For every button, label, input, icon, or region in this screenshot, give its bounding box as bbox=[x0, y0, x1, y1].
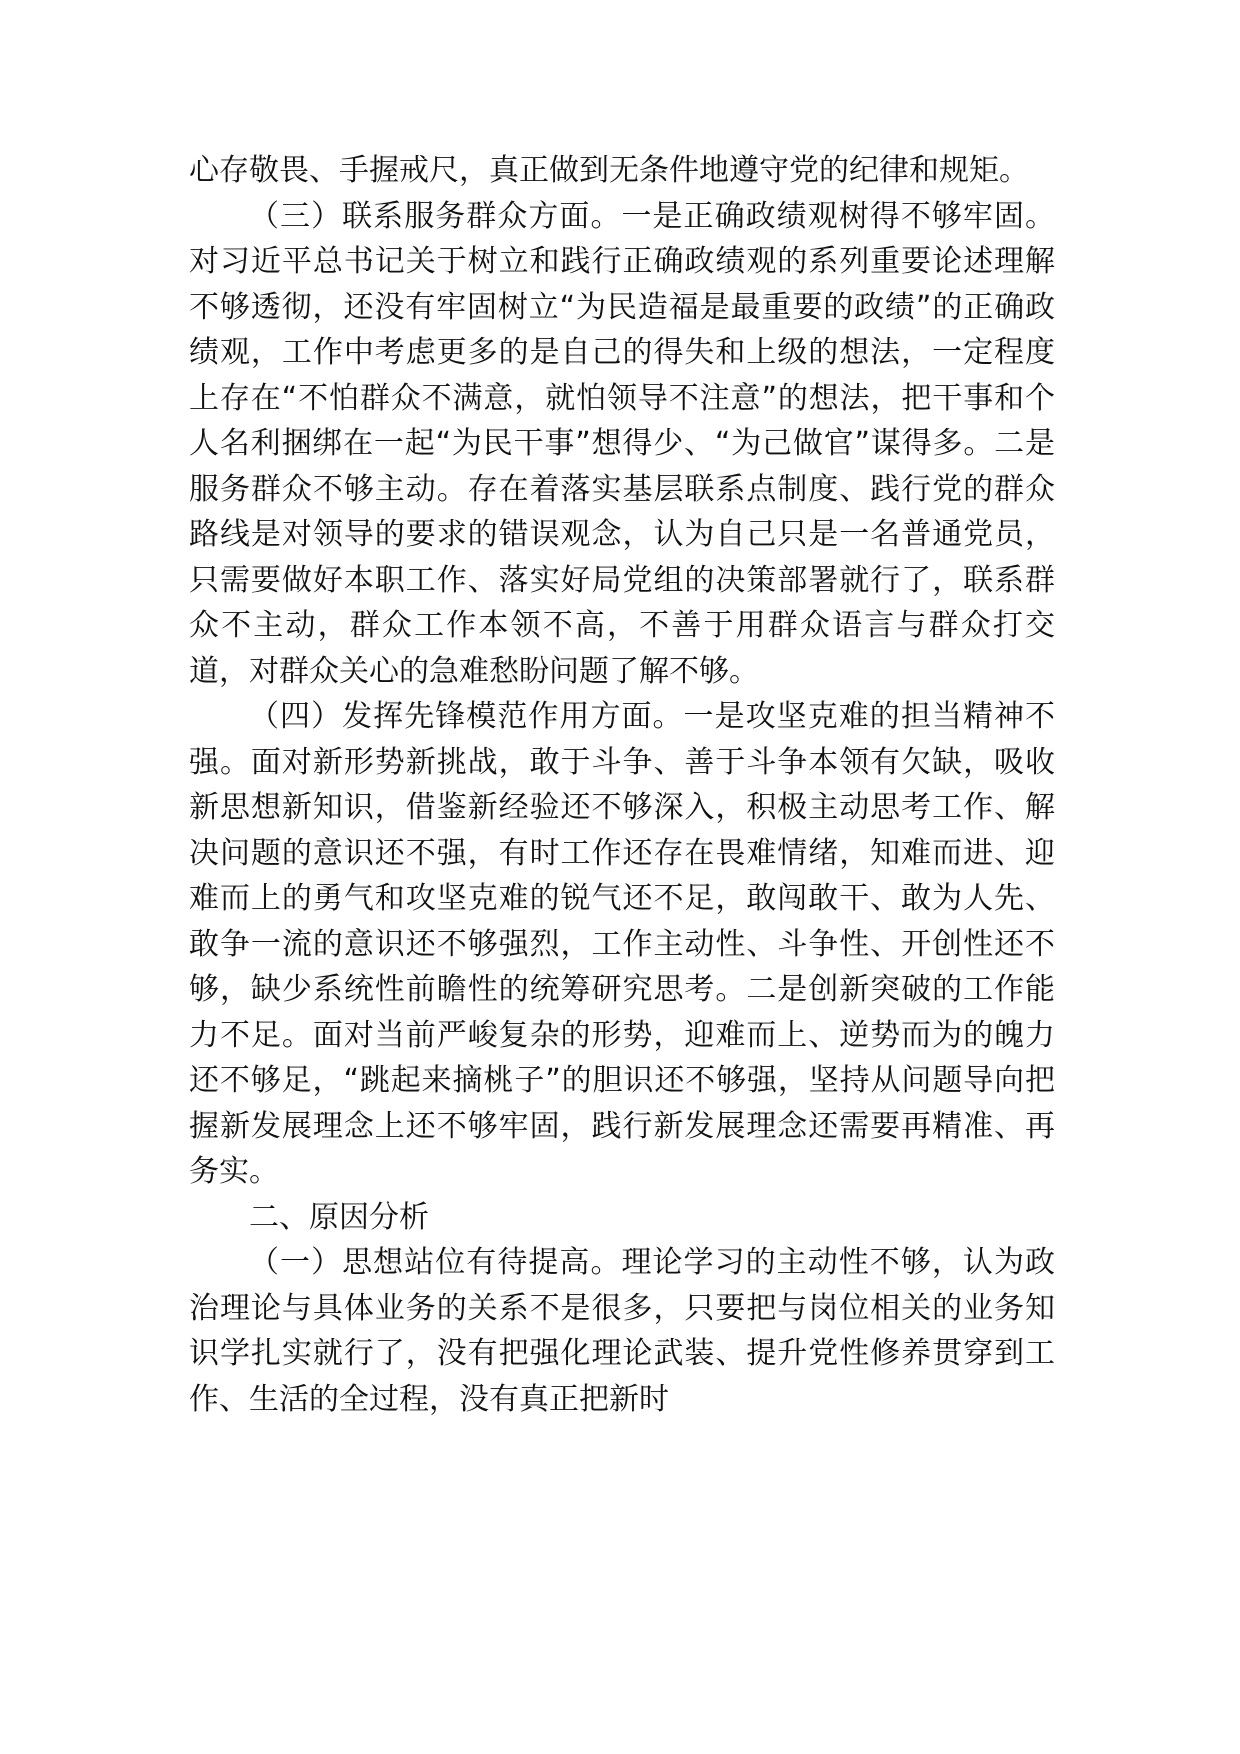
paragraph-cause-one: （一）思想站位有待提高。理论学习的主动性不够，认为政治理论与具体业务的关系不是很多，只要把与岗位相关的业务知识学扎实就行了，没有把强化理论武装、提升党性修养贯穿到工作、生活的全过程，没有真正把新时 bbox=[189, 1245, 1055, 1417]
paragraph-continuation: 心存敬畏、手握戒尺，真正做到无条件地遵守党的纪律和规矩。 bbox=[189, 153, 1029, 188]
section-heading-cause-analysis: 二、原因分析 bbox=[249, 1199, 429, 1235]
paragraph-section-three: （三）联系服务群众方面。一是正确政绩观树得不够牢固。对习近平总书记关于树立和践行正确政绩观的系列重要论述理解不够透彻，还没有牢固树立“为民造福是最重要的政绩”的正确政绩观，工作中考虑更多的是自己的得失和上级的想法，一定程度上存在“不怕群众不满意，就怕领导不注意”的想法，把干事和个人名利捆绑在一起“为民干事”想得少、“为己做官”谋得多。二是服务群众不够主动。存在着落实基层联系点制度、践行党的群众路线是对领导的要求的错误观念，认为自己只是一名普通党员，只需要做好本职工作、落实好局党组的决策部署就行了，联系群众不主动，群众工作本领不高，不善于用群众语言与群众打交道，对群众关心的急难愁盼问题了解不够。 bbox=[189, 198, 1055, 689]
document-body bbox=[189, 148, 1055, 1422]
paragraph-section-four: （四）发挥先锋模范作用方面。一是攻坚克难的担当精神不强。面对新形势新挑战，敢于斗争、善于斗争本领有欠缺，吸收新思想新知识，借鉴新经验还不够深入，积极主动思考工作、解决问题的意识还不强，有时工作还存在畏难情绪，知难而进、迎难而上的勇气和攻坚克难的锐气还不足，敢闯敢干、敢为人先、敢争一流的意识还不够强烈，工作主动性、斗争性、开创性还不够，缺少系统性前瞻性的统筹研究思考。二是创新突破的工作能力不足。面对当前严峻复杂的形势，迎难而上、逆势而为的魄力还不够足，“跳起来摘桃子”的胆识还不够强，坚持从问题导向把握新发展理念上还不够牢固，践行新发展理念还需要再精准、再务实。 bbox=[189, 699, 1055, 1189]
